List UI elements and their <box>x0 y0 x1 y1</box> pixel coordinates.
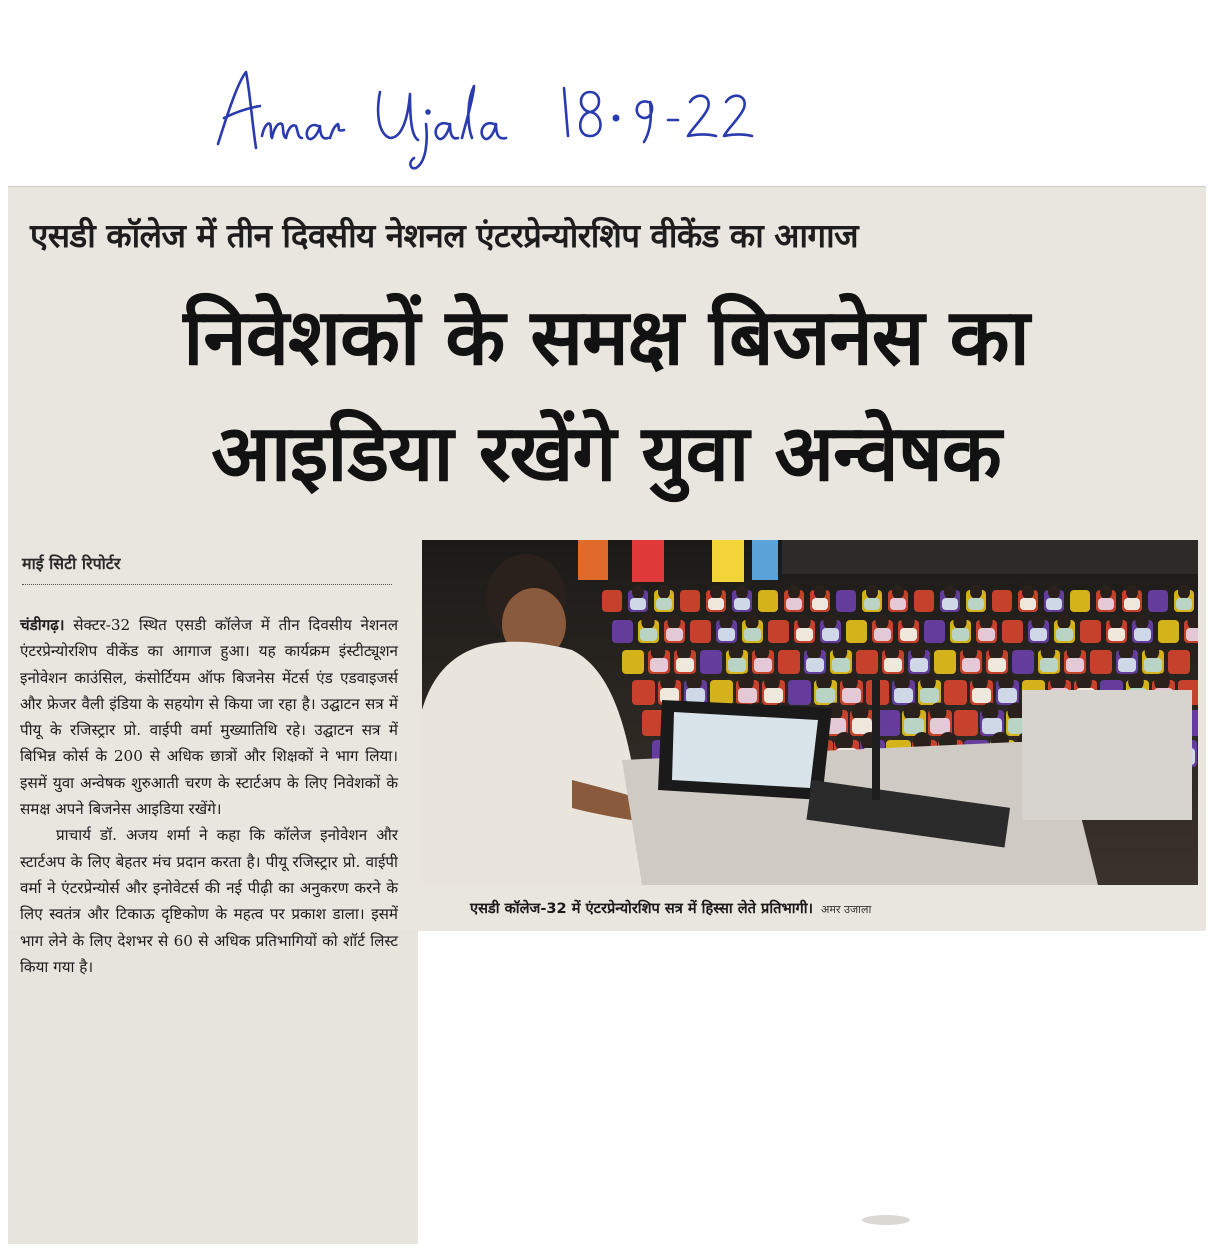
handwritten-annotation <box>212 62 772 172</box>
article-photo <box>422 540 1198 885</box>
paragraph-1-text: सेक्टर-32 स्थित एसडी कॉलेज में तीन दिवसीय नेशनल एंटरप्रेन्योरशिप वीकेंड का आगाज हुआ। यह कार्यक्रम इंस्टीट्यूशन इनोवेशन काउंसिल, कंसोर्टियम ऑफ बिजनेस मेंटर्स एंड एडवाइजर्स और फ्रेजर वैली इंडिया के सहयोग से किया जा रहा है। उद्घाटन सत्र में पीयू के रजिस्ट्रार प्रो. वाईपी वर्मा मुख्यातिथि रहे। उद्घाटन सत्र में बिभिन्न कोर्स के 200 से अधिक छात्रों और शिक्षकों ने भाग लिया। इसमें युवा अन्वेषक शुरुआती चरण के स्टार्टअप के लिए निवेशकों के समक्ष अपने बिजनेस आइडिया रखेंगे। <box>20 616 398 819</box>
paper-smudge <box>858 1212 914 1228</box>
article-kicker: एसडी कॉलेज में तीन दिवसीय नेशनल एंटरप्रेन्योरशिप वीकेंड का आगाज <box>30 216 859 255</box>
headline-line-2: आइडिया रखेंगे युवा अन्वेषक <box>211 409 1001 499</box>
photo-credit: अमर उजाला <box>821 903 872 916</box>
article-paragraph-2: प्राचार्य डॉ. अजय शर्मा ने कहा कि कॉलेज इनोवेशन और स्टार्टअप के लिए बेहतर मंच प्रदान करता है। पीयू रजिस्ट्रार प्रो. वाईपी वर्मा ने एंटरप्रेन्योर्स और इनोवेटर्स की नई पीढ़ी का अनुकरण करने के लिए स्वतंत्र और टिकाऊ दृष्टिकोण के महत्व पर प्रकाश डाला। इसमें भाग लेने के लिए देशभर से 60 से अधिक प्रतिभागियों को शॉर्ट लिस्ट किया गया है। <box>20 826 398 976</box>
article-headline <box>16 280 1196 512</box>
article-dateline: चंडीगढ़। <box>20 616 65 634</box>
caption-text: एसडी कॉलेज-32 में एंटरप्रेन्योरशिप सत्र में हिस्सा लेते प्रतिभागी। <box>470 900 814 917</box>
article-paragraph-1 <box>20 612 398 822</box>
article-byline: माई सिटी रिपोर्टर <box>22 552 392 585</box>
headline-line-1: निवेशकों के समक्ष बिजनेस का <box>183 293 1029 383</box>
article-body <box>20 612 398 980</box>
auditorium-photo <box>422 540 1198 885</box>
photo-caption <box>470 898 1170 918</box>
